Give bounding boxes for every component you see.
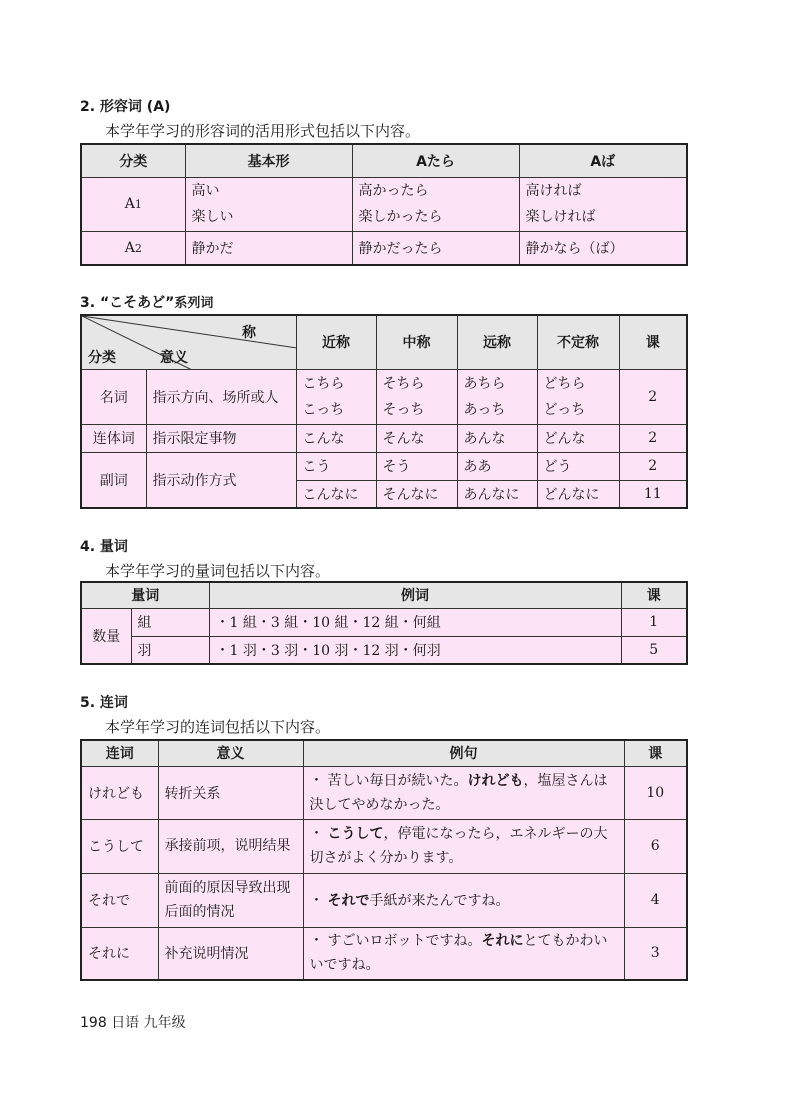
indef-adverb: どう: [537, 452, 619, 480]
example-pre: 苦しい毎日が続いた。: [327, 772, 468, 789]
cell-line: こっち: [302, 401, 345, 418]
far-noun: [457, 369, 537, 424]
conj-meaning: 前面的原因导致出现后面的情况: [158, 873, 303, 927]
cell-line: あっち: [463, 401, 506, 418]
header-middle: 中称: [376, 315, 457, 369]
meaning-adverb: 指示动作方式: [146, 452, 296, 508]
counter-examples: ・1 羽・3 羽・10 羽・12 羽・何羽: [209, 636, 621, 664]
conj-word: けれども: [81, 766, 158, 819]
indef-adnominal: どんな: [537, 424, 619, 452]
section-4-intro: 本学年学习的量词包括以下内容。: [105, 562, 331, 580]
mid-adverb: そう: [376, 452, 457, 480]
far-adverb-ni: あんなに: [457, 480, 537, 508]
conj-lesson: 6: [624, 819, 687, 873]
header-lesson: 课: [619, 315, 687, 369]
cell-line: どちら: [543, 375, 586, 392]
section-5-title: 5. 连词: [80, 695, 128, 711]
section-2-title: 2. 形容词 (A): [80, 99, 171, 115]
conj-meaning: 转折关系: [158, 766, 303, 819]
conj-word: それに: [81, 927, 158, 980]
cat-noun: 名词: [81, 369, 146, 424]
bullet: ・: [309, 772, 324, 789]
header-example: 例句: [303, 740, 624, 766]
row-a1-tara: [352, 177, 519, 231]
counter-table: [80, 581, 688, 665]
conj-lesson: 3: [624, 927, 687, 980]
cell-line: 高ければ: [525, 183, 582, 199]
bullet: ・: [309, 933, 324, 950]
section-3-title: [80, 292, 213, 312]
section-4-title: 4. 量词: [80, 539, 128, 555]
example-post: ，停電になったら，エネルギーの大切さがよく分かります。: [309, 826, 608, 866]
conj-example: [303, 927, 624, 980]
counter-category: 数量: [81, 608, 131, 664]
example-post: ，塩屋さんは決してやめなかった。: [309, 772, 608, 813]
class-label: A: [124, 196, 135, 212]
corner-label-left: 分类: [88, 350, 116, 366]
corner-label-top: 称: [242, 325, 256, 341]
lesson-adverb: 2: [619, 452, 687, 480]
page-number: 198: [80, 1015, 107, 1031]
section-2-intro: 本学年学习的形容词的活用形式包括以下内容。: [105, 122, 421, 140]
cell-line: 楽しかったら: [358, 209, 443, 225]
cell-line: 楽しければ: [525, 209, 596, 225]
row-a1-category: [81, 177, 185, 231]
bullet: ・: [309, 893, 324, 909]
kosoado-table: [80, 314, 688, 509]
counter-unit: 組: [131, 608, 209, 636]
class-subscript: 1: [134, 198, 142, 211]
class-subscript: 2: [134, 241, 142, 255]
section-5-intro: 本学年学习的连词包括以下内容。: [105, 718, 331, 736]
counter-lesson: 5: [621, 636, 687, 664]
mid-adnominal: そんな: [376, 424, 457, 452]
cell-line: こちら: [302, 375, 345, 392]
adjective-table: [80, 143, 688, 266]
conj-meaning: 补充说明情况: [158, 927, 303, 980]
cell-line: 楽しい: [191, 209, 234, 225]
example-keyword: こうして: [327, 826, 384, 842]
header-indefinite: 不定称: [537, 315, 619, 369]
mid-noun: [376, 369, 457, 424]
conj-example: [303, 819, 624, 873]
conj-word: こうして: [81, 819, 158, 873]
header-category: 分类: [81, 144, 185, 177]
conj-lesson: 4: [624, 873, 687, 927]
cell-line: そっち: [382, 401, 425, 418]
conj-example: [303, 766, 624, 819]
cat-adnominal: 连体词: [81, 424, 146, 452]
lesson-adnominal: 2: [619, 424, 687, 452]
cell-line: どっち: [543, 401, 586, 418]
row-a1-ba: [519, 177, 687, 231]
title-quote: “こそあど”: [99, 295, 175, 311]
class-label: A: [124, 239, 135, 256]
near-adverb: こう: [296, 452, 376, 480]
page-footer: [80, 1012, 186, 1032]
cell-line: あちら: [463, 375, 506, 392]
header-lesson: 课: [621, 582, 687, 608]
lesson-adverb-ni: 11: [619, 480, 687, 508]
cell-line: そちら: [382, 375, 425, 392]
header-lesson: 课: [624, 740, 687, 766]
header-near: 近称: [296, 315, 376, 369]
far-adverb: ああ: [457, 452, 537, 480]
cell-line: 高かったら: [358, 183, 429, 199]
title-number: 3.: [80, 295, 100, 311]
header-far: 远称: [457, 315, 537, 369]
far-adnominal: あんな: [457, 424, 537, 452]
row-a2-category: [81, 231, 185, 265]
conj-word: それで: [81, 873, 158, 927]
meaning-noun: 指示方向、场所或人: [146, 369, 296, 424]
header-counter: 量词: [81, 582, 209, 608]
conjunction-table: [80, 739, 688, 981]
example-keyword: それで: [327, 893, 370, 909]
lesson-noun: 2: [619, 369, 687, 424]
row-a2-ba: 静かなら（ば）: [519, 231, 687, 265]
row-a1-basic: [185, 177, 352, 231]
example-post: とてもかわいいですね。: [309, 933, 608, 974]
meaning-adnominal: 指示限定事物: [146, 424, 296, 452]
counter-examples: ・1 組・3 組・10 組・12 組・何組: [209, 608, 621, 636]
header-meaning: 意义: [158, 740, 303, 766]
bullet: ・: [309, 826, 324, 842]
indef-noun: [537, 369, 619, 424]
counter-unit: 羽: [131, 636, 209, 664]
indef-adverb-ni: どんなに: [537, 480, 619, 508]
book-title: 日语 九年级: [111, 1015, 186, 1031]
cat-adverb: 副词: [81, 452, 146, 508]
near-adnominal: こんな: [296, 424, 376, 452]
row-a2-tara: 静かだったら: [352, 231, 519, 265]
mid-adverb-ni: そんなに: [376, 480, 457, 508]
conj-meaning: 承接前项，说明结果: [158, 819, 303, 873]
near-noun: [296, 369, 376, 424]
cell-line: 高い: [191, 183, 220, 199]
corner-header: [81, 315, 296, 369]
corner-label-mid: 意义: [160, 350, 188, 366]
header-tara-form: Aたら: [352, 144, 519, 177]
header-examples: 例词: [209, 582, 621, 608]
example-pre: すごいロボットですね。: [327, 933, 482, 950]
conj-example: [303, 873, 624, 927]
example-keyword: けれども: [467, 772, 524, 789]
conj-lesson: 10: [624, 766, 687, 819]
header-ba-form: Aば: [519, 144, 687, 177]
near-adverb-ni: こんなに: [296, 480, 376, 508]
counter-lesson: 1: [621, 608, 687, 636]
example-keyword: それに: [481, 933, 524, 950]
header-basic-form: 基本形: [185, 144, 352, 177]
header-conjunction: 连词: [81, 740, 158, 766]
title-rest: 系列词: [174, 296, 214, 311]
row-a2-basic: 静かだ: [185, 231, 352, 265]
example-post: 手紙が来たんですね。: [369, 893, 510, 909]
